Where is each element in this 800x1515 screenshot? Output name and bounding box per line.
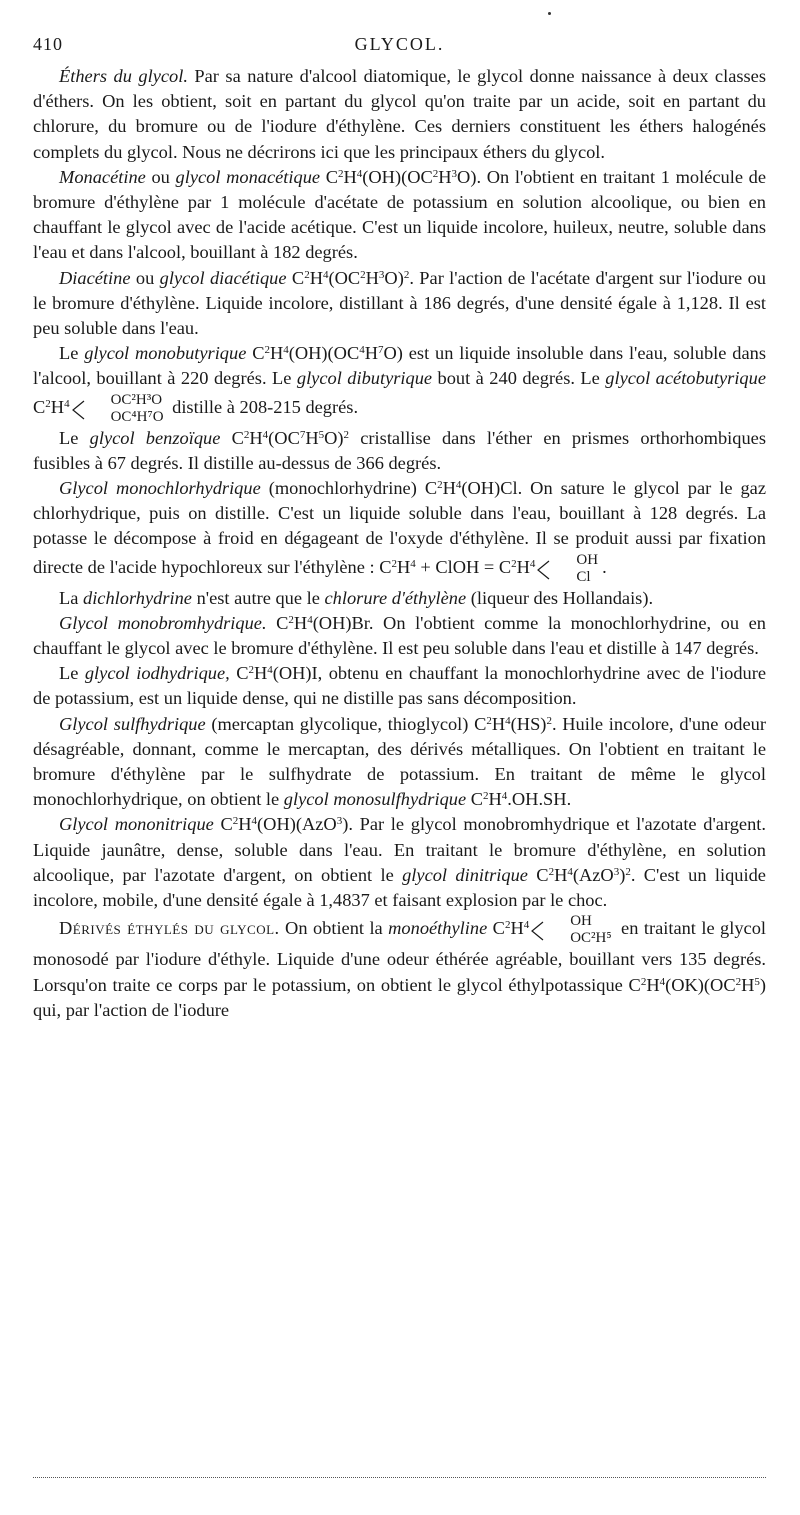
formula-superscript: 4: [359, 344, 365, 357]
formula-superscript: 4: [262, 428, 269, 441]
text-run: ): [619, 864, 626, 885]
text-run: (OH)(OC: [362, 166, 433, 187]
italic-term: glycol benzoïque: [89, 427, 221, 448]
text-run: H: [293, 612, 308, 633]
italic-term: Glycol sulfhydrique: [59, 713, 206, 734]
text-run: La: [59, 587, 83, 608]
formula-superscript: 3: [336, 815, 343, 828]
paragraph: [33, 266, 766, 342]
page-header: [33, 34, 766, 60]
text-run: H: [442, 478, 456, 499]
text-run: (OH)Br. On l'obtient comme la monochlorhydrine, ou en chauffant le glycol avec le bromure d'éthylène. Il est peu soluble dans l'eau et distille à 147 degrés.: [33, 612, 766, 659]
text-run: (AzO: [572, 864, 614, 885]
italic-term: glycol monosulfhydrique: [283, 789, 467, 810]
formula-superscript: 3: [613, 865, 620, 878]
text-run: . C'est un liquide incolore, mobile, d'une densité égale à 1,4837 et faisant explosion par le choc.: [33, 864, 766, 911]
text-run: On obtient la: [279, 918, 389, 939]
text-run: ou: [145, 166, 176, 187]
text-run: H: [249, 427, 263, 448]
formula-superscript: 2: [391, 557, 397, 570]
text-run: H: [238, 814, 252, 835]
text-run: ou: [130, 267, 160, 288]
formula-superscript: 4: [659, 975, 666, 988]
branch-upper: OC²H³O: [110, 391, 163, 408]
paragraph: [33, 586, 766, 611]
text-run: C: [220, 427, 244, 448]
text-run: H: [343, 166, 357, 187]
formula-superscript: 7: [299, 428, 306, 441]
text-run: (mercaptan glycolique, thioglycol) C: [205, 713, 487, 734]
text-run: bout à 240 degrés. Le: [432, 368, 606, 389]
formula-superscript: 2: [288, 613, 294, 626]
italic-term: Glycol mononitrique: [59, 814, 214, 835]
page-body: [33, 64, 766, 1023]
formula-superscript: 4: [501, 790, 508, 803]
text-run: (OH)(AzO: [257, 814, 337, 835]
text-run: H: [646, 974, 660, 995]
text-run: H: [365, 267, 379, 288]
formula-superscript: 2: [483, 790, 489, 803]
italic-term: glycol monacétique: [175, 166, 321, 187]
text-run: H: [253, 663, 268, 684]
text-run: H: [488, 789, 502, 810]
formula-superscript: 5: [318, 428, 325, 441]
italic-term: Monacétine: [59, 166, 146, 187]
text-run: (OH)Cl. On sature le glycol par le gaz chlorhydrique, puis on distille. C'est un liquide soluble dans l'eau, bouillant à 128 degrés. La potasse le décompose à froid en dégageant de l'oxyde d'éthylène. Il se produit aussi par fixation directe de l'acide hypochloreux sur l'éthylène : C: [33, 478, 766, 577]
text-run: H: [364, 343, 379, 364]
formula-branch: [71, 392, 164, 426]
text-run: . Par l'action de l'acétate d'argent sur l'iodure ou le bromure d'éthylène. Liquide incolore, distillant à 186 degrés, d'une densité égale à 1,128. Il est peu soluble dans l'eau.: [33, 267, 766, 339]
text-run: H: [516, 556, 530, 577]
formula-branch: [530, 913, 611, 947]
italic-term: glycol diacétique: [159, 267, 287, 288]
formula-superscript: 4: [307, 613, 313, 626]
paragraph: [33, 812, 766, 913]
formula-superscript: 2: [264, 344, 270, 357]
paragraph: [33, 341, 766, 425]
formula-superscript: 2: [403, 268, 410, 281]
section-heading: Dérivés éthylés du glycol.: [59, 918, 280, 939]
paragraph: [33, 64, 766, 165]
formula-superscript: 2: [511, 557, 517, 570]
text-run: O): [384, 267, 404, 288]
paragraph: [33, 165, 766, 266]
formula-superscript: 2: [232, 815, 239, 828]
formula-superscript: 2: [437, 479, 443, 492]
formula-superscript: 4: [251, 815, 258, 828]
formula-superscript: 4: [455, 479, 462, 492]
text-run: C: [246, 343, 265, 364]
branch-lower: Cl: [576, 568, 591, 585]
branch-upper: OH: [570, 913, 592, 930]
text-run: (liqueur des Hollandais).: [466, 587, 654, 608]
italic-term: Diacétine: [59, 267, 131, 288]
text-run: Le: [59, 427, 90, 448]
text-run: H: [510, 918, 524, 939]
paragraph: [33, 426, 766, 476]
formula-superscript: 4: [505, 714, 511, 727]
formula-superscript: 4: [356, 167, 363, 180]
text-run: distille à 208-215 degrés.: [167, 396, 359, 417]
italic-term: dichlorhydrine: [83, 587, 192, 608]
formula-superscript: 4: [523, 919, 530, 932]
formula-superscript: 4: [410, 557, 416, 570]
text-run: (OH)I, obtenu en chauffant la monochlorhydrine avec de l'iodure de potassium, est un liquide dense, qui ne distille pas sans décomposition.: [33, 663, 767, 709]
italic-term: chlorure d'éthylène: [324, 587, 467, 608]
italic-term: Glycol monochlorhydrique: [59, 478, 261, 499]
italic-term: Glycol monobromhydrique.: [59, 612, 267, 633]
text-run: H: [554, 864, 568, 885]
text-run: H: [269, 343, 284, 364]
text-run: Le: [59, 343, 85, 364]
formula-superscript: 4: [567, 865, 573, 878]
text-run: (OH)(OC: [288, 343, 360, 364]
branch-upper: OH: [576, 551, 599, 568]
ink-speck: [548, 12, 551, 15]
formula-superscript: 3: [451, 167, 458, 180]
formula-superscript: 2: [243, 428, 250, 441]
book-page: [33, 34, 766, 1023]
text-run: H: [438, 166, 452, 187]
paragraph: [33, 476, 766, 586]
text-run: C: [466, 789, 484, 810]
text-run: cristallise dans l'éther en prismes orthorhombiques fusibles à 67 degrés. Il distille au-dessus de 366 degrés.: [33, 427, 767, 473]
formula-superscript: 4: [64, 397, 70, 410]
branch-bracket-icon: [530, 921, 544, 941]
text-run: C: [320, 166, 338, 187]
paragraph: [33, 712, 766, 813]
italic-term: glycol dibutyrique: [296, 368, 433, 389]
text-run: O): [324, 427, 344, 448]
formula-superscript: 2: [546, 714, 552, 727]
text-run: O). On l'obtient en traitant 1 molécule de bromure d'éthylène par 1 molécule d'acétate de potassium en solution alcoolique, ou bien en chauffant le glycol avec de l'acide acétique. C'est un liquide incolore, huileux, neutre, soluble dans l'eau et dans l'alcool, bouillant à 182 degrés.: [33, 166, 766, 263]
formula-superscript: 2: [248, 664, 254, 677]
formula-superscript: 7: [378, 344, 384, 357]
paragraph: [33, 661, 766, 711]
formula-superscript: 2: [735, 975, 742, 988]
formula-superscript: 2: [304, 268, 310, 281]
text-run: ). Par le glycol monobromhydrique et l'azotate d'argent. Liquide jaunâtre, dense, soluble dans l'eau. En traitant le bromure d'éthylène, en solution alcoolique, par l'azotate d'argent, on obtient le: [33, 814, 766, 885]
running-title: GLYCOL.: [354, 34, 445, 54]
formula-superscript: 2: [343, 428, 350, 441]
text-run: . Huile incolore, d'une odeur désagréable, donnant, comme le mercaptan, des dérivés métalliques. On l'obtient en traitant le bromure d'éthylène par le sulfhydrate de potassium. En traitant de même le glycol monochlorhydrique, on obtient le: [33, 713, 766, 810]
text-run: (HS): [510, 713, 547, 734]
bottom-dotted-rule: [33, 1477, 766, 1481]
formula-superscript: 3: [378, 268, 385, 281]
italic-term: glycol iodhydrique,: [84, 663, 230, 684]
branch-lower: OC⁴H⁷O: [110, 408, 164, 425]
text-run: .: [602, 556, 607, 577]
formula-superscript: 2: [504, 919, 511, 932]
italic-term: glycol dinitrique: [402, 864, 528, 885]
branch-bracket-icon: [71, 400, 85, 420]
formula-superscript: 4: [283, 344, 289, 357]
formula-superscript: 4: [529, 557, 536, 570]
text-run: (OK)(OC: [665, 974, 736, 995]
formula-superscript: 2: [640, 975, 647, 988]
formula-branch: [536, 552, 598, 586]
branch-bracket-icon: [536, 560, 550, 580]
text-run: ) qui, par l'action de l'iodure: [33, 974, 766, 1020]
text-run: en traitant le glycol monosodé par l'iodure d'éthyle. Liquide d'une odeur éthérée agréable, bouillant vers 135 degrés. Lorsqu'on traite ce corps par le potassium, on obtient le glycol éthylpotassique C: [33, 918, 767, 995]
text-run: C: [286, 267, 305, 288]
formula-superscript: 4: [267, 664, 273, 677]
text-run: (monochlorhydrine) C: [260, 478, 438, 499]
text-run: H: [305, 427, 319, 448]
italic-term: glycol monobutyrique: [84, 343, 247, 364]
formula-superscript: 2: [360, 268, 366, 281]
formula-superscript: 2: [486, 714, 492, 727]
text-run: Par sa nature d'alcool diatomique, le glycol donne naissance à deux classes d'éthers. On les obtient, soit en partant du glycol qu'on traite par un acide, soit en partant du chlorure, du bromure ou de l'iodure d'éthylène. Ces derniers constituent les éthers halogénés complets du glycol. Nous ne décrirons ici que les principaux éthers du glycol.: [33, 66, 766, 162]
text-run: (OC: [268, 427, 300, 448]
text-run: C: [527, 864, 549, 885]
formula-superscript: 2: [432, 167, 439, 180]
text-run: C: [487, 918, 505, 939]
text-run: H: [491, 713, 506, 734]
page-number: 410: [33, 34, 63, 54]
text-run: n'est autre que le: [191, 587, 325, 608]
text-run: .OH.SH.: [507, 789, 572, 810]
text-run: H: [309, 267, 323, 288]
italic-term: glycol acétobutyrique: [605, 368, 766, 389]
text-run: C: [213, 814, 233, 835]
formula-superscript: 2: [625, 865, 631, 878]
branch-lower: OC²H⁵: [570, 930, 612, 947]
text-run: C: [33, 396, 46, 417]
formula-superscript: 2: [45, 397, 51, 410]
paragraph: [33, 913, 766, 1023]
text-run: C: [266, 612, 289, 633]
text-run: H: [741, 974, 755, 995]
formula-superscript: 4: [322, 268, 329, 281]
text-run: O) est un liquide insoluble dans l'eau, soluble dans l'alcool, bouillant à 220 degrés. Le: [33, 343, 766, 389]
text-run: C: [229, 663, 249, 684]
paragraph: [33, 611, 766, 661]
text-run: H: [396, 556, 411, 577]
italic-term: monoéthyline: [388, 918, 488, 939]
formula-superscript: 5: [754, 975, 760, 988]
text-run: + ClOH = C: [415, 556, 512, 577]
formula-superscript: 2: [338, 167, 344, 180]
text-run: (OC: [328, 267, 361, 288]
text-run: Le: [59, 663, 85, 684]
italic-term: Éthers du glycol.: [59, 66, 188, 86]
formula-superscript: 2: [548, 865, 555, 878]
text-run: H: [50, 396, 65, 417]
